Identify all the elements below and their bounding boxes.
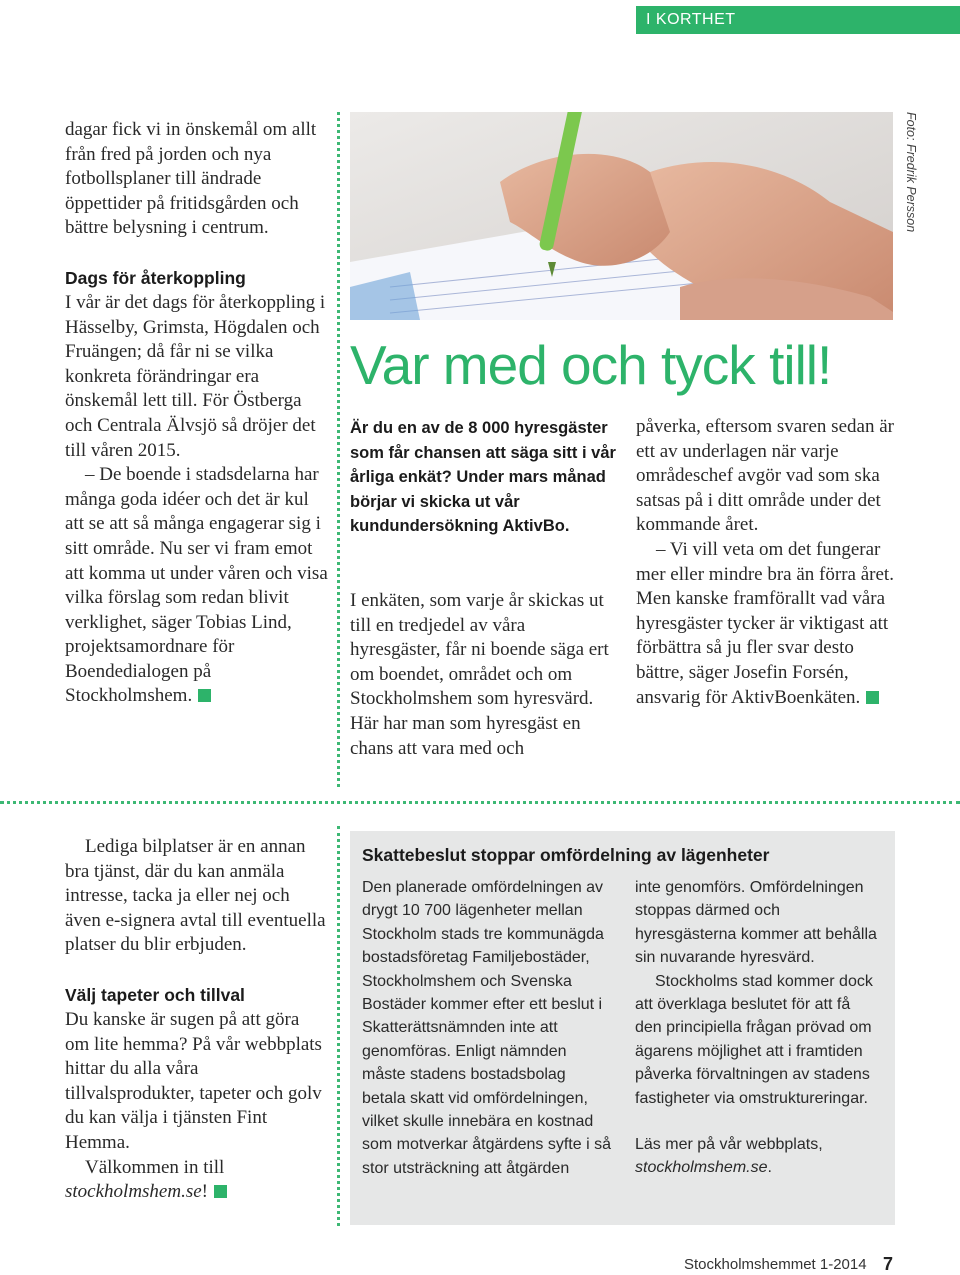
- article-headline: Var med och tyck till!: [350, 334, 832, 396]
- left-lower-column: [65, 835, 327, 1205]
- subheading: Välj tapeter och tillval: [65, 984, 245, 1005]
- paragraph: I enkäten, som varje år skickas ut till en tredjedel av våra hyresgäster, får ni boende säga ert om boendet, området och om Stockholmshem som hyresvärd. Här har man som hyresgäst en chans att vara med och: [350, 590, 609, 759]
- paragraph: Du kanske är sugen på att göra om lite hemma? På vår webbplats hittar du alla våra tillvalsprodukter, tapeter och golv du kan välja i tjänsten Fint Hemma.: [65, 1008, 322, 1153]
- article-column-2: [636, 415, 898, 710]
- news-box: [350, 831, 895, 1225]
- article-lead: Är du en av de 8 000 hyresgäster som får chansen att säga sitt i vår årliga enkät? Under mars månad börjar vi skicka ut vår kundundersökning AktivBo.: [350, 419, 616, 536]
- end-mark: [214, 1185, 227, 1198]
- quote-paragraph: – Vi vill veta om det fungerar mer eller mindre bra än förra året. Men kanske framförallt vad våra hyresgäster tycker är viktigast att förbättra så ju fler svar desto bättre, säger Josefin Forsén, ansvarig för AktivBoenkäten.: [636, 538, 894, 708]
- hand-writing-illustration: [350, 112, 893, 320]
- box-column-1: [362, 876, 612, 1180]
- subheading: Dags för återkoppling: [65, 267, 246, 288]
- website-link[interactable]: stockholmshem.se: [65, 1181, 202, 1203]
- page-number: 7: [883, 1254, 894, 1274]
- paragraph: Lediga bilplatser är en annan bra tjänst, där du kan anmäla intresse, tacka ja eller nej och även e-signera avtal till eventuella platser du blir erbjuden.: [65, 836, 326, 956]
- end-mark: [866, 691, 879, 704]
- article-column-1: [350, 589, 615, 761]
- quote-paragraph: – De boende i stadsdelarna har många goda idéer och det är kul att se att så många engagerar sig i sitt område. Nu ser vi fram emot att komma ut under våren och visa vilka förslag som redan blivit verklighet, säger Tobias Lind, projektsamordnare för Boendedialogen på Stockholmshem.: [65, 464, 328, 707]
- paragraph: dagar fick vi in önskemål om allt från fred på jorden och nya fotbollsplaner till ändrade öppettider på fritidsgården och bättre belysning i centrum.: [65, 119, 317, 239]
- paragraph-prefix: Läs mer på vår webbplats,: [635, 1136, 823, 1154]
- box-column-2: [635, 876, 880, 1180]
- left-upper-column: [65, 118, 330, 709]
- column-divider: [337, 826, 340, 1226]
- article-photo: [350, 112, 893, 320]
- paragraph: Stockholms stad kommer dock att överklaga beslutet för att få den principiella frågan prövad om ägarens möjlighet att i framtiden påverka förvaltningen av stadens fastigheter via omstruktureringar.: [635, 972, 873, 1107]
- paragraph-suffix: !: [201, 1181, 208, 1203]
- section-tag: I KORTHET: [636, 6, 960, 34]
- end-mark: [198, 689, 211, 702]
- paragraph: inte genomförs. Omfördelningen stoppas därmed och hyresgästerna kommer att behålla sin nuvarande hyresvärd.: [635, 879, 877, 967]
- section-divider: [0, 801, 960, 804]
- paragraph-prefix: Välkommen in till: [85, 1156, 225, 1178]
- column-divider: [337, 112, 340, 787]
- paragraph: påverka, eftersom svaren sedan är ett av underlagen när varje områdeschef avgör vad som ska satsas på i ditt område under det kommande året.: [636, 416, 894, 536]
- publication-name: Stockholmshemmet 1-2014: [684, 1256, 867, 1273]
- paragraph: I vår är det dags för återkoppling i Hässelby, Grimsta, Högdalen och Fruängen; då får ni se vilka konkreta förändringar era önskemål lett till. För Östberga och Centrala Älvsjö så dröjer det till våren 2015.: [65, 291, 326, 461]
- photo-credit: Foto: Fredrik Persson: [904, 112, 918, 233]
- website-link[interactable]: stockholmshem.se: [635, 1159, 768, 1177]
- paragraph: Den planerade omfördelningen av drygt 10 700 lägenheter mellan Stockholm stads tre kommunägda bostadsföretag Familjebostäder, Stockholmshem och Svenska Bostäder kommer efter ett beslut i Skatterättsnämnden inte att genomföras. Enligt nämnden måste stadens bostadsbolag betala skatt vid omfördelningen, vilket skulle innebära en kostnad som motverkar åtgärdens syfte i så stor utsträckning att åtgärden: [362, 879, 611, 1177]
- box-title: Skattebeslut stoppar omfördelning av lägenheter: [362, 845, 770, 865]
- paragraph-suffix: .: [767, 1159, 772, 1177]
